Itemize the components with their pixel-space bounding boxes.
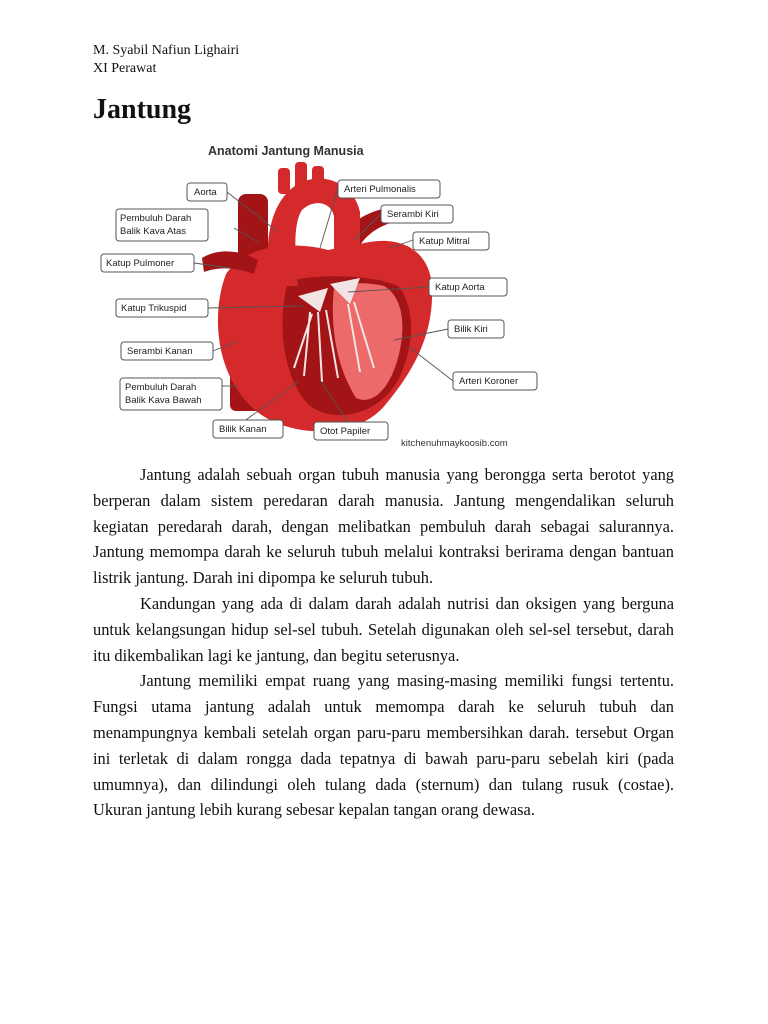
heart-diagram (98, 136, 540, 452)
heart-anatomy-figure (98, 136, 540, 452)
aortic-branch-1-shape (278, 168, 290, 194)
author-name: M. Syabil Nafiun Lighairi (93, 43, 240, 58)
label-vena-kava-bawah-line1: Pembuluh Darah (125, 382, 197, 393)
label-katup-mitral (413, 232, 489, 250)
label-bilik-kiri (448, 320, 504, 338)
figure-credit: kitchenuhmaykoosib.com (401, 438, 508, 449)
label-serambi-kiri-text: Serambi Kiri (387, 209, 439, 220)
label-katup-pulmoner (101, 254, 194, 272)
label-katup-aorta-text: Katup Aorta (435, 282, 485, 293)
aortic-branch-3-shape (312, 166, 324, 192)
label-katup-aorta (429, 278, 507, 296)
label-vena-kava-bawah-line2: Balik Kava Bawah (125, 395, 202, 406)
page-title: Jantung (93, 94, 192, 125)
label-bilik-kiri-text: Bilik Kiri (454, 324, 488, 335)
label-katup-trikuspid (116, 299, 208, 317)
label-vena-kava-atas-line2: Balik Kava Atas (120, 226, 187, 237)
label-arteri-pulmonalis (338, 180, 440, 198)
label-vena-kava-atas (116, 209, 208, 241)
author-block (93, 42, 239, 78)
paragraph-2: Kandungan yang ada di dalam darah adalah nutrisi dan oksigen yang berguna untuk kelangsungan hidup sel-sel tubuh. Setelah digunakan oleh sel-sel tersebut, darah itu dikembalikan lagi ke jantung, dan begitu seterusnya. (93, 593, 674, 665)
label-arteri-koroner (453, 372, 537, 390)
label-katup-pulmoner-text: Katup Pulmoner (106, 258, 175, 269)
heart-illustration (202, 162, 432, 431)
label-serambi-kanan-text: Serambi Kanan (127, 346, 193, 357)
label-bilik-kanan (213, 420, 283, 438)
label-vena-kava-bawah (120, 378, 222, 410)
aortic-branch-2-shape (295, 162, 307, 190)
body-text (93, 462, 674, 823)
label-serambi-kanan (121, 342, 213, 360)
label-otot-papiler (314, 422, 388, 440)
label-otot-papiler-text: Otot Papiler (320, 426, 371, 437)
author-class: XI Perawat (93, 61, 157, 76)
label-bilik-kanan-text: Bilik Kanan (219, 424, 267, 435)
label-katup-trikuspid-text: Katup Trikuspid (121, 303, 187, 314)
paragraph-3: Jantung memiliki empat ruang yang masing-masing memiliki fungsi tertentu. Fungsi utama jantung adalah untuk memompa darah ke seluruh tubuh dan menampungnya kembali setelah organ paru-paru membersihkan darah. tersebut Organ ini terletak di dalam rongga dada tepatnya di bawah paru-paru sebelah kiri (pada umumnya), dan dilindungi oleh tulang dada (sternum) dan tulang rusuk (costae). Ukuran jantung lebih kurang sebesar kepalan tangan orang dewasa. (93, 671, 674, 820)
label-aorta (187, 183, 227, 201)
label-serambi-kiri (381, 205, 453, 223)
figure-title: Anatomi Jantung Manusia (208, 144, 364, 158)
paragraph-1: Jantung adalah sebuah organ tubuh manusia yang berongga serta berotot yang berperan dalam sistem peredaran darah manusia. Jantung mengendalikan seluruh kegiatan peredarah darah, dengan melibatkan pembuluh darah sebagai salurannya. Jantung memompa darah ke seluruh tubuh melalui kontraksi berirama dengan bantuan listrik jantung. Darah ini dipompa ke seluruh tubuh. (93, 465, 674, 588)
label-arteri-koroner-text: Arteri Koroner (459, 376, 519, 387)
label-vena-kava-atas-line1: Pembuluh Darah (120, 213, 192, 224)
label-arteri-pulmonalis-text: Arteri Pulmonalis (344, 184, 416, 195)
label-katup-mitral-text: Katup Mitral (419, 236, 470, 247)
label-aorta-text: Aorta (194, 187, 217, 198)
